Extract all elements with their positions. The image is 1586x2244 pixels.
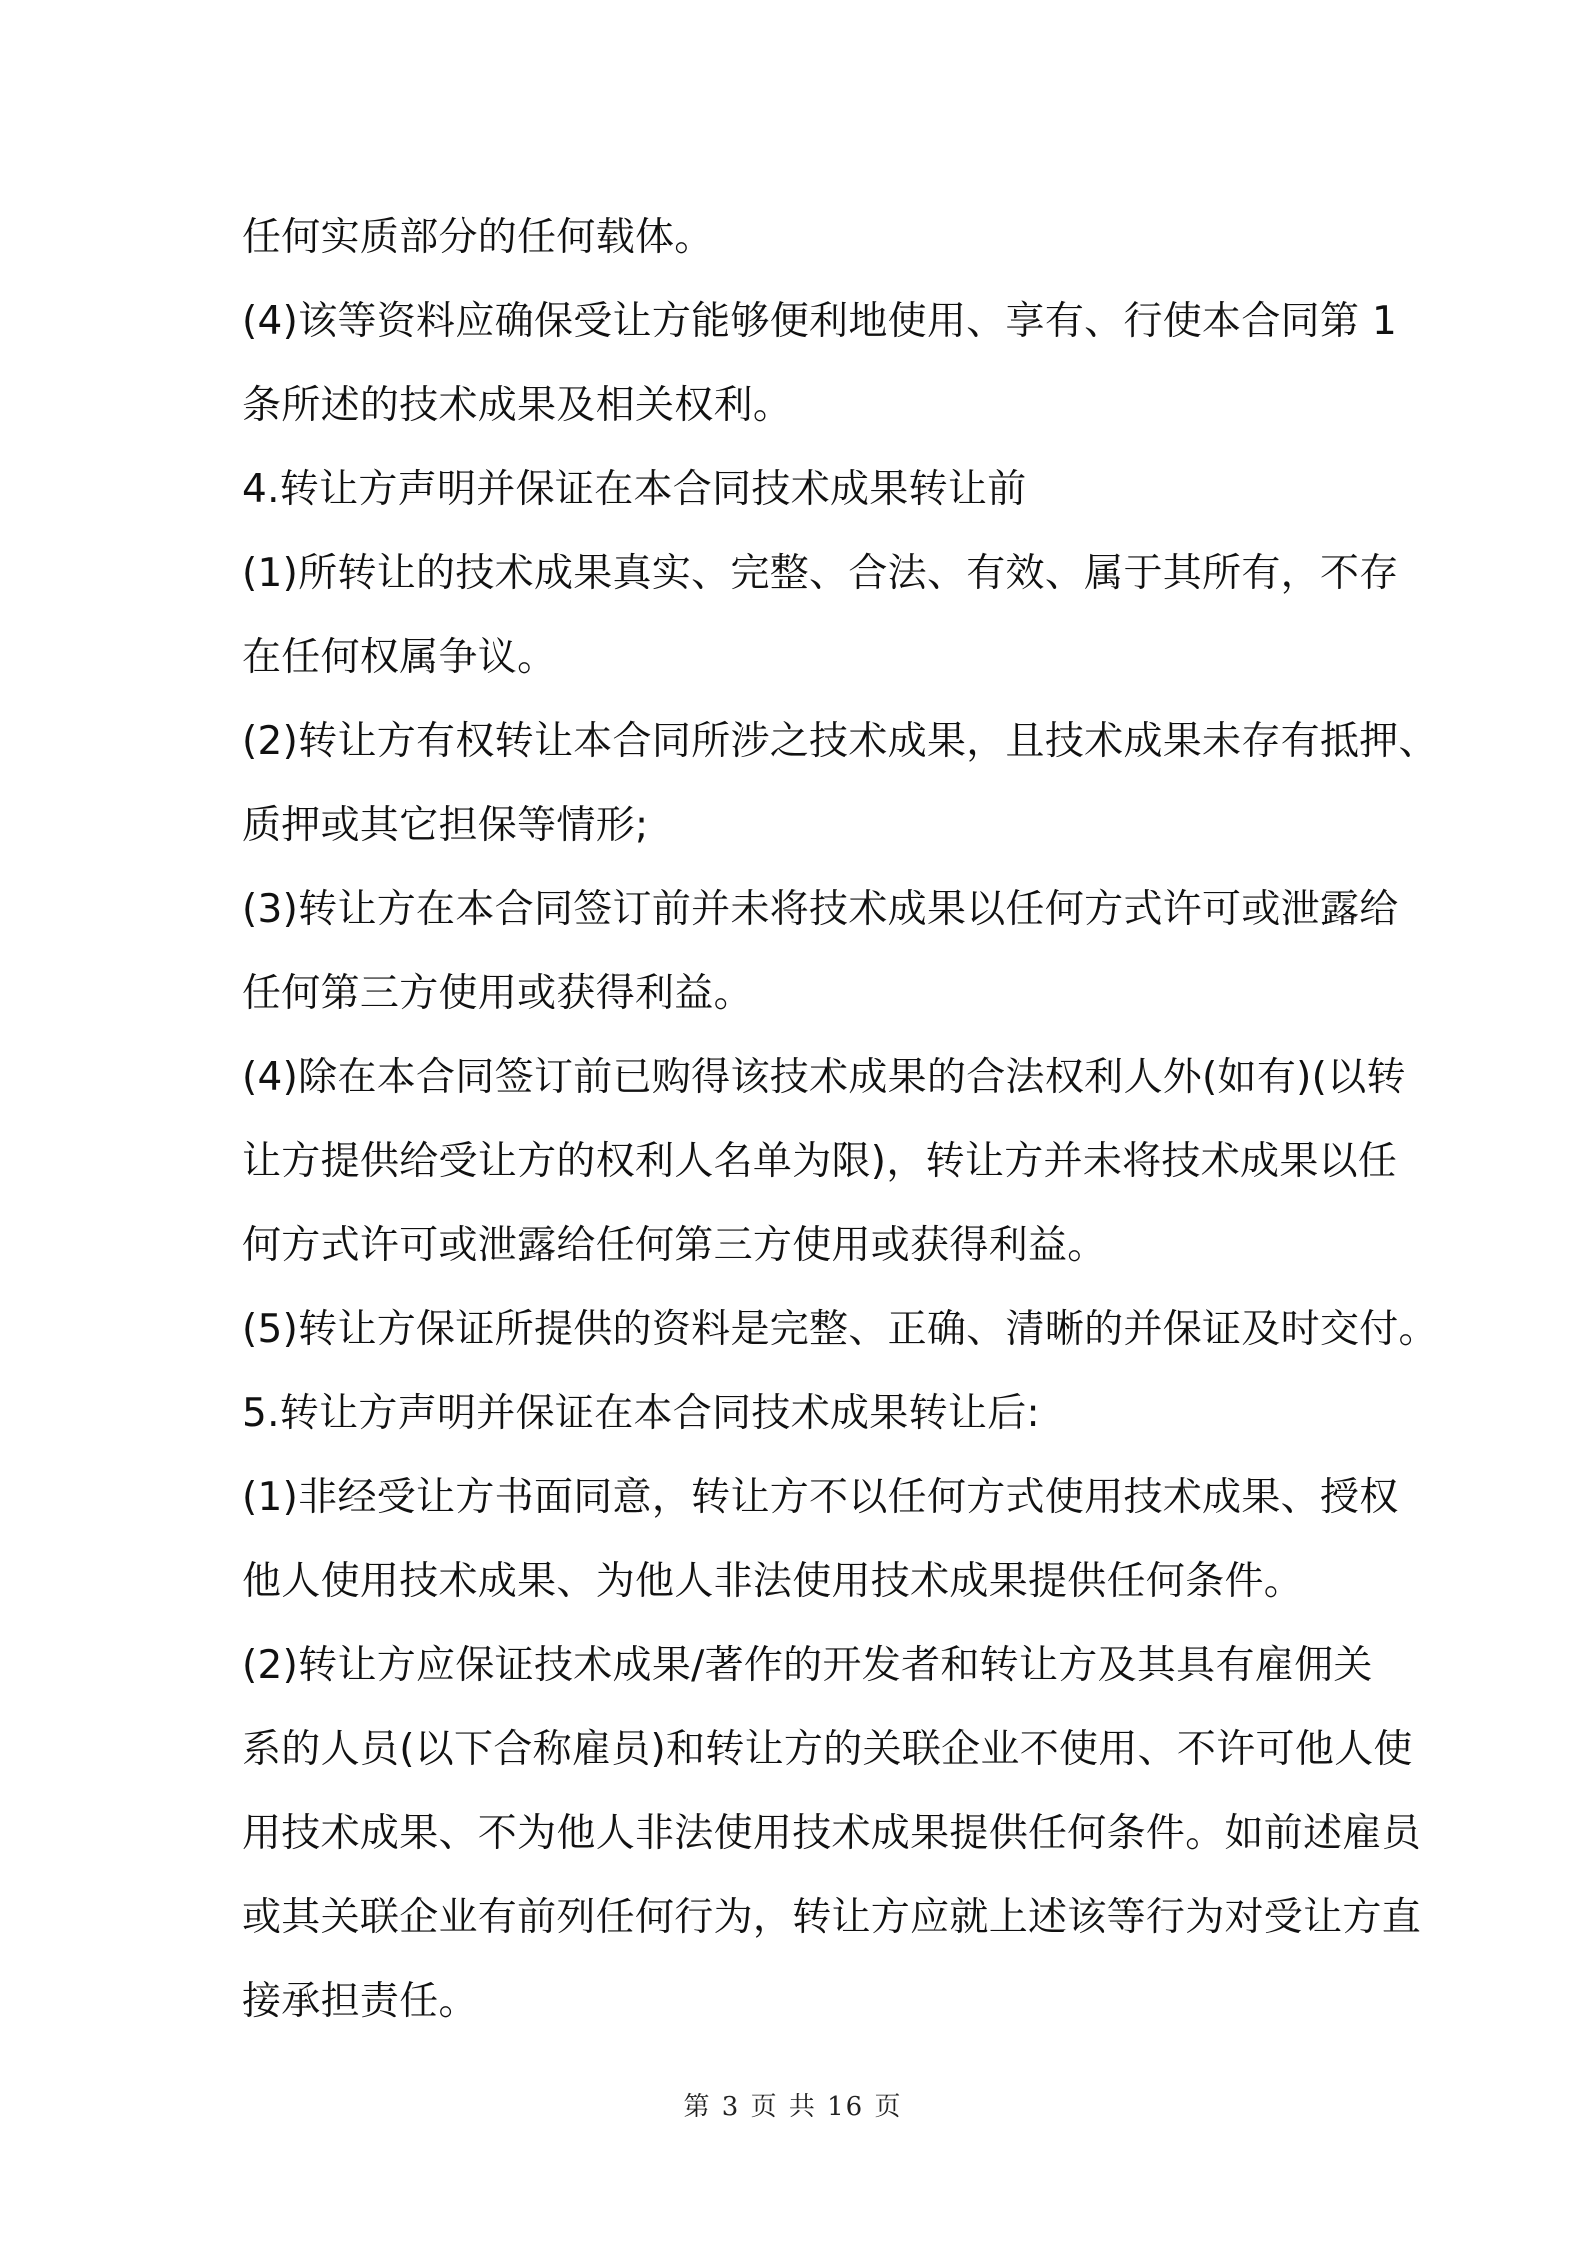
text-line: (1)所转让的技术成果真实、完整、合法、有效、属于其所有，不存	[242, 551, 1399, 596]
page-number-footer: 第 3 页 共 16 页	[683, 2092, 903, 2122]
text-line: (4)除在本合同签订前已购得该技术成果的合法权利人外(如有)(以转	[242, 1055, 1406, 1100]
text-line: 系的人员(以下合称雇员)和转让方的关联企业不使用、不许可他人使	[242, 1727, 1413, 1772]
text-line: 接承担责任。	[242, 1979, 478, 2024]
text-line: 或其关联企业有前列任何行为，转让方应就上述该等行为对受让方直	[242, 1895, 1422, 1940]
text-line: (3)转让方在本合同签订前并未将技术成果以任何方式许可或泄露给	[242, 887, 1399, 932]
text-line: 在任何权属争议。	[242, 635, 557, 680]
text-line: (1)非经受让方书面同意，转让方不以任何方式使用技术成果、授权	[242, 1475, 1399, 1520]
text-line: 用技术成果、不为他人非法使用技术成果提供任何条件。如前述雇员	[242, 1811, 1422, 1856]
contract-body-text	[242, 196, 1438, 2044]
text-line: 任何第三方使用或获得利益。	[242, 971, 753, 1016]
text-line: 他人使用技术成果、为他人非法使用技术成果提供任何条件。	[242, 1559, 1304, 1604]
text-line: 条所述的技术成果及相关权利。	[242, 383, 793, 428]
section-heading-4: 4.转让方声明并保证在本合同技术成果转让前	[242, 467, 1027, 512]
text-line: 质押或其它担保等情形;	[242, 803, 649, 848]
text-line: 任何实质部分的任何载体。	[242, 215, 714, 260]
text-line: (2)转让方有权转让本合同所涉之技术成果，且技术成果未存有抵押、	[242, 719, 1438, 764]
section-heading-5: 5.转让方声明并保证在本合同技术成果转让后:	[242, 1391, 1040, 1436]
text-line: (5)转让方保证所提供的资料是完整、正确、清晰的并保证及时交付。	[242, 1307, 1438, 1352]
text-line: (4)该等资料应确保受让方能够便利地使用、享有、行使本合同第 1	[242, 299, 1398, 344]
text-line: (2)转让方应保证技术成果/著作的开发者和转让方及其具有雇佣关	[242, 1643, 1373, 1688]
text-line: 何方式许可或泄露给任何第三方使用或获得利益。	[242, 1223, 1107, 1268]
text-line: 让方提供给受让方的权利人名单为限)，转让方并未将技术成果以任	[242, 1139, 1398, 1184]
